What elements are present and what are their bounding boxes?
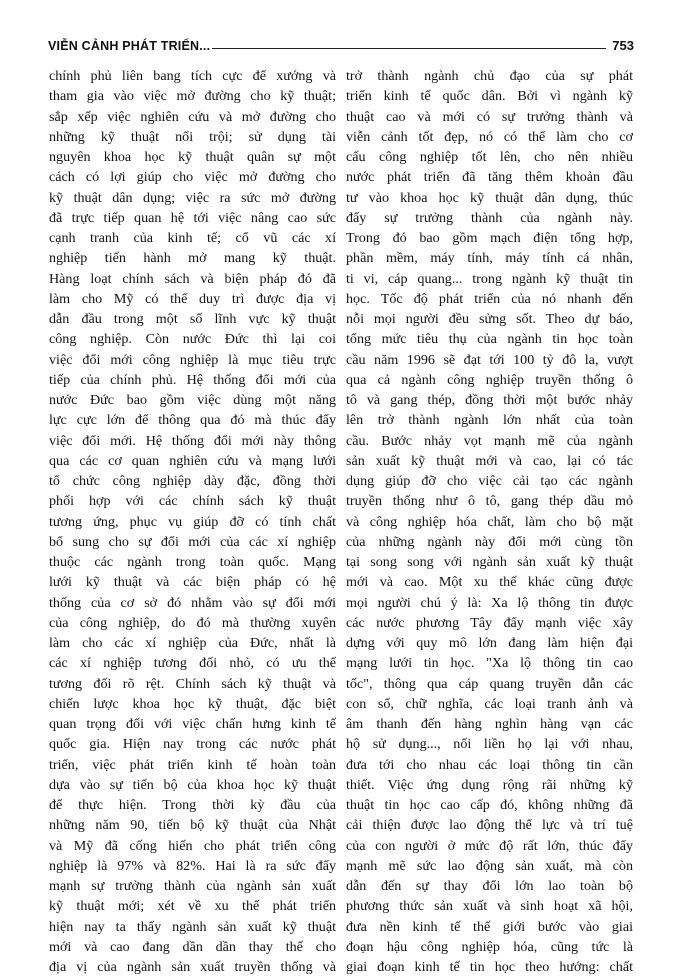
text-line — [49, 734, 336, 754]
page-number: 753 — [612, 38, 634, 53]
text-line-content: âm thanh đến hàng nghìn hàng vạn các — [346, 716, 633, 732]
text-line — [49, 532, 336, 552]
text-line-content: các nước phương Tây đẩy mạnh việc xây — [346, 614, 633, 631]
text-line — [346, 552, 633, 572]
text-line — [346, 147, 633, 167]
running-header — [48, 33, 634, 53]
text-line — [49, 957, 336, 977]
text-line — [346, 289, 633, 309]
text-line-content: của con người ở mức độ rất lớn, thúc đẩy — [346, 837, 633, 854]
text-line — [346, 107, 633, 127]
text-line — [49, 572, 336, 592]
text-line-content: tô và gang thép, đồng thời một bước nhảy — [346, 392, 633, 408]
text-line-content: viễn cảnh tốt đẹp, nó có thể làm cho cơ — [346, 128, 633, 145]
text-line-content: kỹ thuật mới; xét về xu thế phát triển — [49, 898, 336, 915]
text-line-content: tư vào khoa học kỹ thuật dân dụng, thúc — [346, 189, 633, 206]
text-line-content: con số, chữ nghĩa, các loại tranh ảnh và — [346, 695, 633, 712]
text-line-content: của những ngành này đổi mới cùng tồn — [346, 533, 633, 550]
text-line — [49, 552, 336, 572]
text-line — [346, 937, 633, 957]
text-line — [346, 86, 633, 106]
text-line — [49, 653, 336, 673]
text-line-content: dẫn đến sự thay đổi lớn lao toàn bộ — [346, 878, 633, 894]
text-line-content: đưa nền kinh tế thế giới bước vào giai — [346, 918, 633, 935]
text-line-content: nước phát triển đã tăng thêm khoản đầu — [346, 169, 633, 186]
text-line — [346, 856, 633, 876]
text-line — [346, 188, 633, 208]
text-line — [346, 633, 633, 653]
text-line-content: lực cực lớn để thông qua đó mà thúc đẩy — [49, 412, 336, 429]
text-line — [49, 248, 336, 268]
text-line-content: đưa tới cho nhau các loại thông tin cần — [346, 756, 633, 773]
text-line — [49, 613, 336, 633]
text-line — [49, 815, 336, 835]
text-line-content: trở thành ngành chủ đạo của sự phát — [346, 68, 633, 84]
text-line — [49, 937, 336, 957]
text-line — [49, 491, 336, 511]
text-line — [49, 876, 336, 896]
text-line — [49, 512, 336, 532]
text-line-content: thuật tin học cao cấp đó, không những đã — [346, 797, 633, 813]
text-line-content: làm cho các xí nghiệp của Đức, nhất là — [49, 635, 336, 651]
text-line — [49, 107, 336, 127]
text-line — [49, 269, 336, 289]
text-line-content: và công nghiệp hóa chất, làm cho bộ mặt — [346, 513, 633, 530]
text-line-content: dụng giúp đỡ cho việc cải tạo các ngành — [346, 473, 633, 489]
text-line-content: tương đối rõ rệt. Chính sách kỹ thuật và — [49, 675, 336, 692]
text-line — [346, 674, 633, 694]
text-line — [346, 370, 633, 390]
text-line-content: bổ sung cho sự đổi mới của các xí nghiệp — [49, 533, 336, 550]
text-line — [346, 593, 633, 613]
text-line — [346, 471, 633, 491]
text-line-content: thống của cơ sở đó nhằm vào sự đổi mới — [49, 594, 336, 611]
text-line-content: giai đoạn kinh tế tin học theo hướng: chất — [346, 959, 633, 975]
text-line — [49, 431, 336, 451]
text-line — [346, 269, 633, 289]
text-line — [49, 329, 336, 349]
text-line — [346, 714, 633, 734]
text-line-content: tham gia vào việc mở đường cho kỹ thuật; — [49, 88, 336, 105]
text-line — [49, 167, 336, 187]
text-line — [49, 370, 336, 390]
text-line — [346, 532, 633, 552]
text-line-content: tương ứng, phục vụ giúp đỡ có tính chất — [49, 513, 336, 530]
text-line-content: Trong đó bao gồm mạch điện tổng hợp, — [346, 230, 633, 246]
text-line-content: học. Tốc độ phát triển của nó nhanh đến — [346, 290, 633, 307]
text-line-content: Hàng loạt chính sách và biện pháp đó đã — [49, 270, 336, 287]
text-line — [346, 66, 633, 86]
text-line — [49, 694, 336, 714]
text-line-content: thiết. Việc ứng dụng rộng rãi những kỹ — [346, 776, 633, 793]
text-line-content: đoạn hậu công nghiệp hóa, cũng tức là — [346, 938, 633, 955]
text-line-content: làm cho Mỹ có thể duy trì được địa vị — [49, 290, 336, 307]
text-line-content: tổ chức công nghiệp dày đặc, đồng thời — [49, 473, 336, 489]
text-line-content: qua các cơ quan nghiên cứu và mạng lưới — [49, 452, 336, 469]
text-line-content: tốc", thông qua cáp quang truyền dẫn các — [346, 675, 633, 692]
running-title: VIỄN CẢNH PHÁT TRIỂN... — [48, 39, 211, 53]
text-line-content: nguyên khoa học kỹ thuật quân sự một — [49, 149, 336, 165]
text-line-content: những năm 90, tiến bộ kỹ thuật của Nhật — [49, 817, 336, 834]
text-line-content: ti vi, cáp quang... trong ngành kỹ thuật tin — [346, 270, 633, 287]
text-line — [49, 208, 336, 228]
text-line-content: hộ sử dụng..., nối liền họ lại với nhau, — [346, 736, 633, 753]
text-line — [49, 775, 336, 795]
text-line — [49, 917, 336, 937]
text-line — [49, 127, 336, 147]
text-line-content: dựa vào sự tiến bộ của khoa học kỹ thuật — [49, 776, 336, 793]
text-line — [346, 876, 633, 896]
text-line — [49, 593, 336, 613]
text-line-content: truyền thống như ô tô, gang thép dầu mỏ — [346, 493, 633, 510]
text-line — [346, 491, 633, 511]
text-line-content: triển, việc phát triển kinh tế hoàn toàn — [49, 756, 336, 773]
text-line-content: mạnh sự trưởng thành của ngành sản xuất — [49, 878, 336, 894]
text-line — [49, 188, 336, 208]
text-line — [49, 228, 336, 248]
text-line-content: cấu công nghiệp tốt lên, cho nên nhiều — [346, 149, 633, 165]
text-line — [346, 248, 633, 268]
text-line-content: những kỹ thuật nổi trội; sử dụng tài — [49, 128, 336, 145]
text-line — [346, 329, 633, 349]
text-line-content: sản xuất kỹ thuật mới và cao, lại có tác — [346, 452, 633, 469]
text-line — [49, 451, 336, 471]
text-line-content: địa vị của ngành sản xuất truyền thống và — [49, 959, 336, 975]
text-line — [49, 755, 336, 775]
text-line — [346, 431, 633, 451]
text-line-content: quan trọng đối với việc chấn hưng kinh tế — [49, 716, 336, 732]
text-line-content: triển kinh tế quốc dân. Bởi vì ngành kỹ — [346, 88, 633, 105]
text-line — [49, 633, 336, 653]
text-line-content: tại song song với ngành sản xuất kỹ thuật — [346, 554, 633, 570]
text-line-content: kỹ thuật dân dụng; việc ra sức mở đường — [49, 189, 336, 206]
text-line-content: mọi người chú ý là: Xa lộ thông tin được — [346, 594, 633, 611]
text-line-content: các xí nghiệp tương đối nhỏ, có ưu thế — [49, 655, 336, 672]
text-line — [49, 147, 336, 167]
text-line — [49, 410, 336, 430]
text-line-content: lên trở thành ngành lớn nhất của toàn — [346, 412, 633, 429]
text-line — [49, 674, 336, 694]
text-line — [346, 572, 633, 592]
text-line — [346, 167, 633, 187]
text-line — [346, 512, 633, 532]
text-line — [49, 309, 336, 329]
text-line — [49, 836, 336, 856]
text-line-content: của công nghiệp, do đó mà thường xuyên — [49, 614, 336, 631]
text-line-content: sắp xếp việc nghiên cứu và mở đường cho — [49, 108, 336, 125]
text-line-content: qua cả ngành công nghiệp truyền thống ô — [346, 371, 633, 388]
text-line-content: thuộc các ngành trong toàn quốc. Mạng — [49, 554, 336, 570]
text-line — [346, 309, 633, 329]
text-line-content: đẩy sự trưởng thành của ngành này. — [346, 209, 633, 226]
text-line-content: công nghiệp. Còn nước Đức thì lại coi — [49, 331, 336, 348]
text-line-content: cạnh tranh của kinh tế; cổ vũ các xí — [49, 230, 336, 246]
text-line-content: hiện nay ta thấy ngành sản xuất kỹ thuật — [49, 918, 336, 935]
text-line — [346, 208, 633, 228]
text-line-content: cách có lợi giúp cho việc mở đường cho — [49, 169, 336, 186]
text-line-content: mạnh mẽ sức lao động sản xuất, mà còn — [346, 857, 633, 874]
text-line-content: cải thiện được lao động thể lực và trí tuệ — [346, 817, 633, 834]
text-line — [346, 451, 633, 471]
text-line-content: cầu. Bước nhảy vọt mạnh mẽ của ngành — [346, 432, 633, 449]
text-line-content: để thực hiện. Trong thời kỳ đầu của — [49, 797, 336, 813]
text-line — [49, 471, 336, 491]
text-line — [346, 410, 633, 430]
text-line — [346, 957, 633, 977]
text-line — [346, 694, 633, 714]
text-line-content: nghiệp tiến hành mở mang kỹ thuật. — [49, 250, 336, 267]
text-line-content: và Mỹ đã cống hiến cho phát triển công — [49, 837, 336, 854]
text-line-content: đã trực tiếp quan hệ tới việc nâng cao sức — [49, 209, 336, 226]
text-line-content: mới và cao. Một xu thế khác cũng được — [346, 574, 633, 591]
text-line — [346, 795, 633, 815]
text-line-content: mạng lưới tin học. "Xa lộ thông tin cao — [346, 655, 633, 672]
text-line — [346, 127, 633, 147]
text-line — [49, 714, 336, 734]
text-line — [346, 734, 633, 754]
text-line-content: chính phủ liên bang tích cực để xướng và — [49, 68, 336, 84]
text-line-content: quốc gia. Hiện nay trong các nước phát — [49, 736, 336, 753]
text-line-content: nước Đức bao gồm việc dùng một năng — [49, 392, 336, 408]
header-rule — [212, 48, 606, 49]
text-line-content: việc đổi mới công nghiệp là mục tiêu trực — [49, 351, 336, 368]
text-line — [49, 856, 336, 876]
text-line — [346, 836, 633, 856]
text-line — [346, 917, 633, 937]
text-line — [346, 755, 633, 775]
text-line — [346, 896, 633, 916]
text-line-content: dựng với quy mô lớn đang làm hiện đại — [346, 635, 633, 651]
text-line-content: tổng mức tiêu thụ của ngành tin học toàn — [346, 331, 633, 348]
text-line — [346, 390, 633, 410]
text-line-content: nghiệp là 97% và 82%. Hai là ra sức đẩy — [49, 857, 336, 874]
text-line-content: phần mềm, máy tính, máy tính cá nhân, — [346, 250, 633, 267]
text-line — [49, 66, 336, 86]
text-line — [346, 228, 633, 248]
text-line — [346, 653, 633, 673]
text-line — [49, 86, 336, 106]
text-line-content: lưới kỹ thuật và các biện pháp có hệ — [49, 574, 336, 591]
text-line-content: phối hợp với các chính sách kỹ thuật — [49, 493, 336, 510]
left-text-column — [49, 66, 336, 977]
text-line — [49, 795, 336, 815]
text-line — [346, 815, 633, 835]
text-line-content: việc đổi mới. Hệ thống đổi mới này thông — [49, 432, 336, 449]
text-line-content: mới và cao đang dần dần thay thế cho — [49, 938, 336, 955]
text-line — [49, 390, 336, 410]
text-line-content: tiếp của chính phủ. Hệ thống đổi mới của — [49, 371, 336, 388]
text-line — [346, 350, 633, 370]
text-line — [346, 613, 633, 633]
text-line-content: phương thức sản xuất và sinh hoạt xã hội, — [346, 898, 633, 915]
text-line-content: cầu năm 1996 sẽ đạt tới 100 tỷ đô la, vượt — [346, 351, 633, 368]
text-line-content: chiến lược khoa học kỹ thuật, đặc biệt — [49, 695, 336, 712]
right-text-column — [346, 66, 633, 977]
text-line — [49, 896, 336, 916]
text-line — [49, 289, 336, 309]
text-line — [346, 775, 633, 795]
text-line-content: thuật cao và mới có sự trưởng thành và — [346, 108, 633, 125]
text-line-content: dẫn đầu trong một số lĩnh vực kỹ thuật — [49, 311, 336, 327]
text-line — [49, 350, 336, 370]
text-line-content: nỗi mọi người đều sửng sốt. Theo dự báo, — [346, 311, 633, 327]
